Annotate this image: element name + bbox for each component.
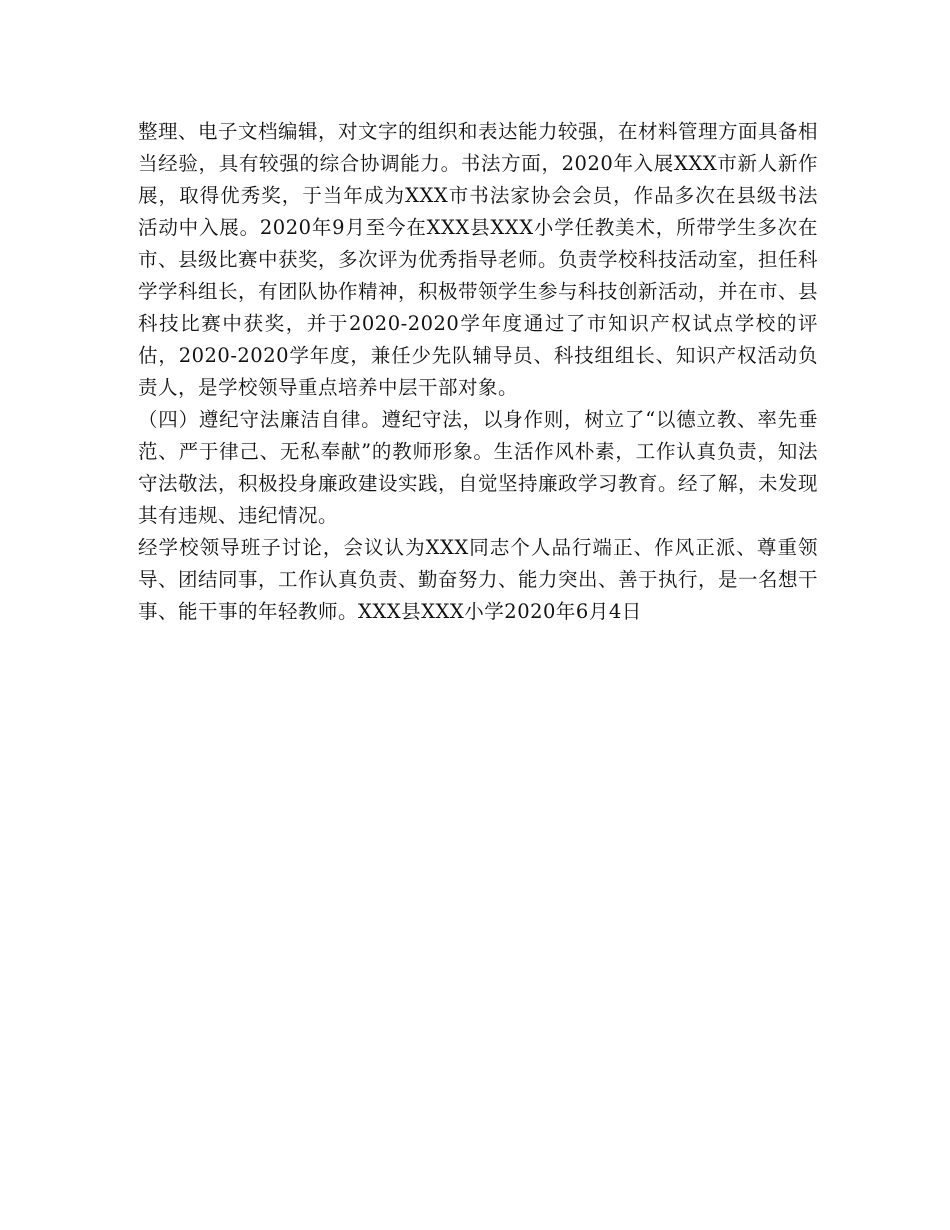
paragraph-conclusion: 经学校领导班子讨论，会议认为XXX同志个人品行端正、作风正派、尊重领导、团结同事，工作认真负责、勤奋努力、能力突出、善于执行，是一名想干事、能干事的年轻教师。XXX县XXX小学2020年6月4日 (138, 536, 819, 623)
paragraph-qualifications: 整理、电子文档编辑，对文字的组织和表达能力较强，在材料管理方面具备相当经验，具有较强的综合协调能力。书法方面，2020年入展XXX市新人新作展，取得优秀奖，于当年成为XXX市书法家协会会员，作品多次在县级书法活动中入展。2020年9月至今在XXX县XXX小学任教美术，所带学生多次在市、县级比赛中获奖，多次评为优秀指导老师。负责学校科技活动室，担任科学学科组长，有团队协作精神，积极带领学生参与科技创新活动，并在市、县科技比赛中获奖，并于2020-2020学年度通过了市知识产权试点学校的评估，2020-2020学年度，兼任少先队辅导员、科技组组长、知识产权活动负责人，是学校领导重点培养中层干部对象。 (138, 120, 819, 399)
paragraph-discipline: （四）遵纪守法廉洁自律。遵纪守法，以身作则，树立了“以德立教、率先垂范、严于律己、无私奉献”的教师形象。生活作风朴素，工作认真负责，知法守法敬法，积极投身廉政建设实践，自觉坚持廉政学习教育。经了解，未发现其有违规、违纪情况。 (138, 408, 819, 527)
document-body (138, 116, 818, 628)
